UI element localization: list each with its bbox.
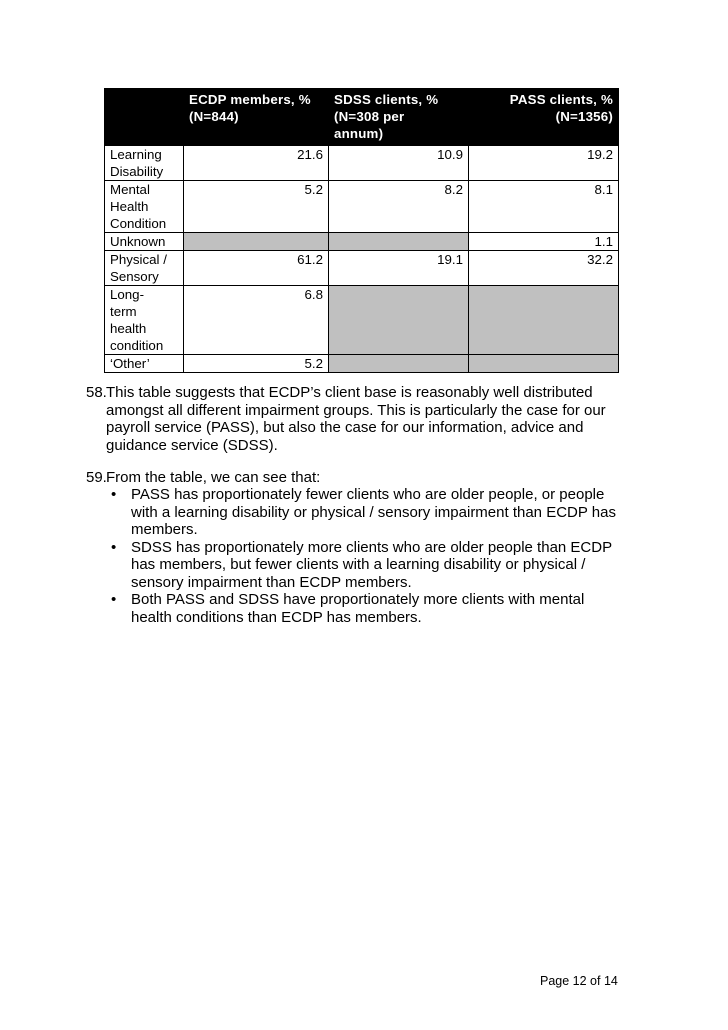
cell-ecdp: 5.2 [184,181,329,233]
list-item [106,486,626,539]
row-label-line: health [110,321,147,336]
paragraph-line: guidance service (SDSS). [106,436,278,454]
header-blank [105,89,184,146]
header-ecdp-title: ECDP members, % [189,92,311,107]
cell-sdss: 19.1 [329,251,469,286]
header-sdss-title: SDSS clients, % [334,92,439,107]
header-pass-n: (N=1356) [555,109,613,124]
header-sdss-n: (N=308 per [334,109,405,124]
bullet-line: Both PASS and SDSS have proportionately more clients with mental [131,591,585,608]
row-label-line: Long- [110,287,145,302]
row-label-line: Learning [110,147,162,162]
header-sdss [329,89,469,146]
bullet-line: PASS has proportionately fewer clients who are older people, or people [131,486,605,503]
bullet-icon: • [111,591,117,608]
paragraph-line: payroll service (PASS), but also the case for our information, advice and [106,419,584,436]
row-label [105,251,184,286]
row-label [105,233,184,251]
header-sdss-n-cont: annum) [334,126,384,141]
cell-sdss [329,233,469,251]
cell-ecdp: 61.2 [184,251,329,286]
row-label-line: condition [110,338,164,353]
cell-pass: 8.1 [469,181,619,233]
bullet-line: health conditions than ECDP has members. [131,608,422,626]
row-label-line: Mental [110,182,150,197]
list-item [106,591,626,626]
table-row [105,286,619,355]
cell-pass [469,286,619,355]
header-ecdp-n: (N=844) [189,109,239,124]
row-label-line: Health [110,199,149,214]
paragraph-intro: From the table, we can see that: [106,469,321,486]
header-ecdp [184,89,329,146]
row-label-line: Condition [110,216,167,231]
cell-pass: 1.1 [469,233,619,251]
paragraph-58 [86,384,626,454]
row-label-line: term [110,304,137,319]
cell-ecdp [184,233,329,251]
cell-pass: 19.2 [469,146,619,181]
table-row [105,251,619,286]
paragraph-line: amongst all different impairment groups. This is particularly the case for our [106,401,606,419]
row-label-line: Sensory [110,269,159,284]
header-pass [469,89,619,146]
row-label [105,286,184,355]
bullet-line: SDSS has proportionately more clients who are older people than ECDP [131,538,613,556]
row-label [105,146,184,181]
bullet-line: has members, but fewer clients with a learning disability or physical / [131,556,586,573]
paragraph-number: 59. [86,469,107,486]
cell-ecdp: 5.2 [184,355,329,373]
row-label-line: Physical / [110,252,167,267]
cell-ecdp: 6.8 [184,286,329,355]
row-label-line: Unknown [110,234,166,249]
paragraph-line: This table suggests that ECDP’s client base is reasonably well distributed [106,384,593,401]
row-label [105,355,184,373]
impairment-table [104,88,619,373]
cell-sdss [329,286,469,355]
table-row [105,146,619,181]
table-row [105,233,619,251]
table-row [105,355,619,373]
page-number: Page 12 of 14 [540,974,618,988]
paragraph-number: 58. [86,384,107,401]
cell-sdss: 8.2 [329,181,469,233]
bullet-icon: • [111,538,117,556]
row-label [105,181,184,233]
bullet-icon: • [111,486,117,503]
bullet-line: sensory impairment than ECDP members. [131,573,412,591]
cell-ecdp: 21.6 [184,146,329,181]
table-header-row [105,89,619,146]
cell-sdss [329,355,469,373]
bullet-list [106,486,626,626]
paragraph-59 [86,469,626,487]
list-item [106,539,626,592]
bullet-line: members. [131,521,198,538]
row-label-line: ‘Other’ [110,356,150,371]
cell-sdss: 10.9 [329,146,469,181]
row-label-line: Disability [110,164,164,179]
bullet-line: with a learning disability or physical / sensory impairment than ECDP has [131,503,616,521]
cell-pass [469,355,619,373]
header-pass-title: PASS clients, % [509,92,613,107]
cell-pass: 32.2 [469,251,619,286]
table-row [105,181,619,233]
